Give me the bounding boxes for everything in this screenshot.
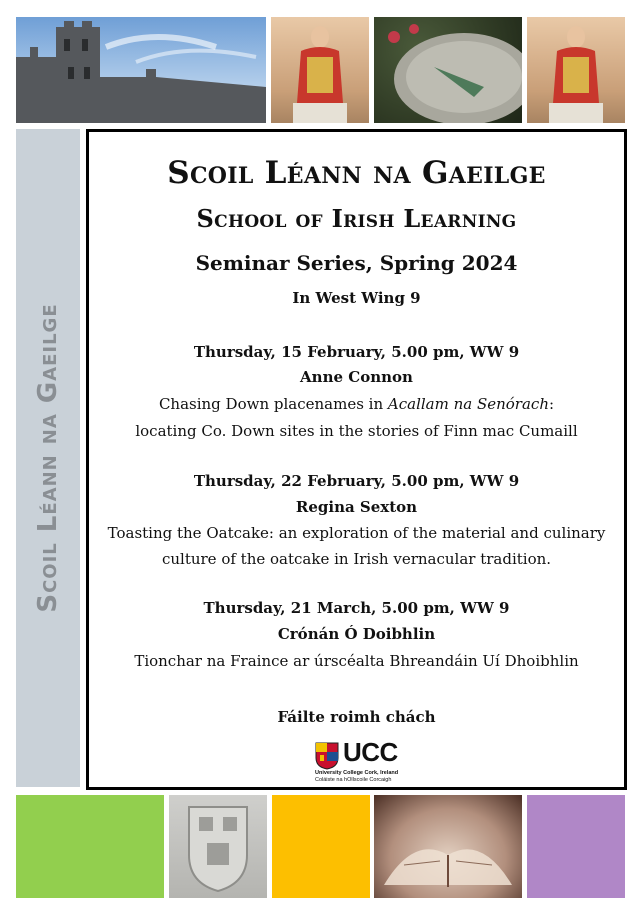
title-english: School of Irish Learning	[196, 204, 517, 233]
event-speaker: Regina Sexton	[295, 498, 418, 516]
ucc-wordmark: UCC	[343, 737, 398, 767]
sundial-photo	[374, 17, 522, 123]
seminar-panel	[86, 129, 627, 790]
event-date: Thursday, 22 February, 5.00 pm, WW 9	[193, 472, 520, 490]
crest-icon	[315, 742, 339, 770]
saint-statue-photo	[271, 17, 369, 123]
event-speaker: Crónán Ó Doibhlin	[277, 625, 436, 643]
venue: In West Wing 9	[292, 289, 421, 307]
green-block	[16, 795, 164, 898]
yellow-block	[272, 795, 370, 898]
old-book-photo	[374, 795, 522, 898]
event-description: Tionchar na Fraince ar úrscéalta Bhreandáin Uí Dhoibhlin	[134, 652, 579, 670]
saint-statue-photo	[527, 17, 625, 123]
ucc-subtitle: University College Cork, Ireland	[315, 770, 399, 776]
castle-building-photo	[16, 17, 266, 123]
stone-crest-photo	[169, 795, 267, 898]
event-description: locating Co. Down sites in the stories of Finn mac Cumaill	[135, 422, 578, 440]
work-title: Acallam na Senórach	[387, 395, 549, 413]
event-speaker: Anne Connon	[300, 368, 413, 386]
side-banner-text: Scoil Léann na Gaeilge	[33, 303, 63, 613]
title-irish: Scoil Léann na Gaeilge	[167, 155, 546, 191]
event-date: Thursday, 15 February, 5.00 pm, WW 9	[193, 343, 520, 361]
welcome-text: Fáilte roimh chách	[277, 708, 436, 726]
purple-block	[527, 795, 625, 898]
series-title: Seminar Series, Spring 2024	[195, 251, 518, 275]
ucc-subtitle-irish: Coláiste na hOllscoile Corcaigh	[315, 777, 392, 783]
event-description: Chasing Down placenames in Acallam na Senórach:	[158, 395, 555, 413]
ucc-logo	[315, 739, 405, 781]
event-description: Toasting the Oatcake: an exploration of the material and culinary	[107, 524, 606, 542]
event-date: Thursday, 21 March, 5.00 pm, WW 9	[203, 599, 510, 617]
event-description: culture of the oatcake in Irish vernacular tradition.	[161, 550, 552, 568]
side-banner	[16, 129, 80, 787]
